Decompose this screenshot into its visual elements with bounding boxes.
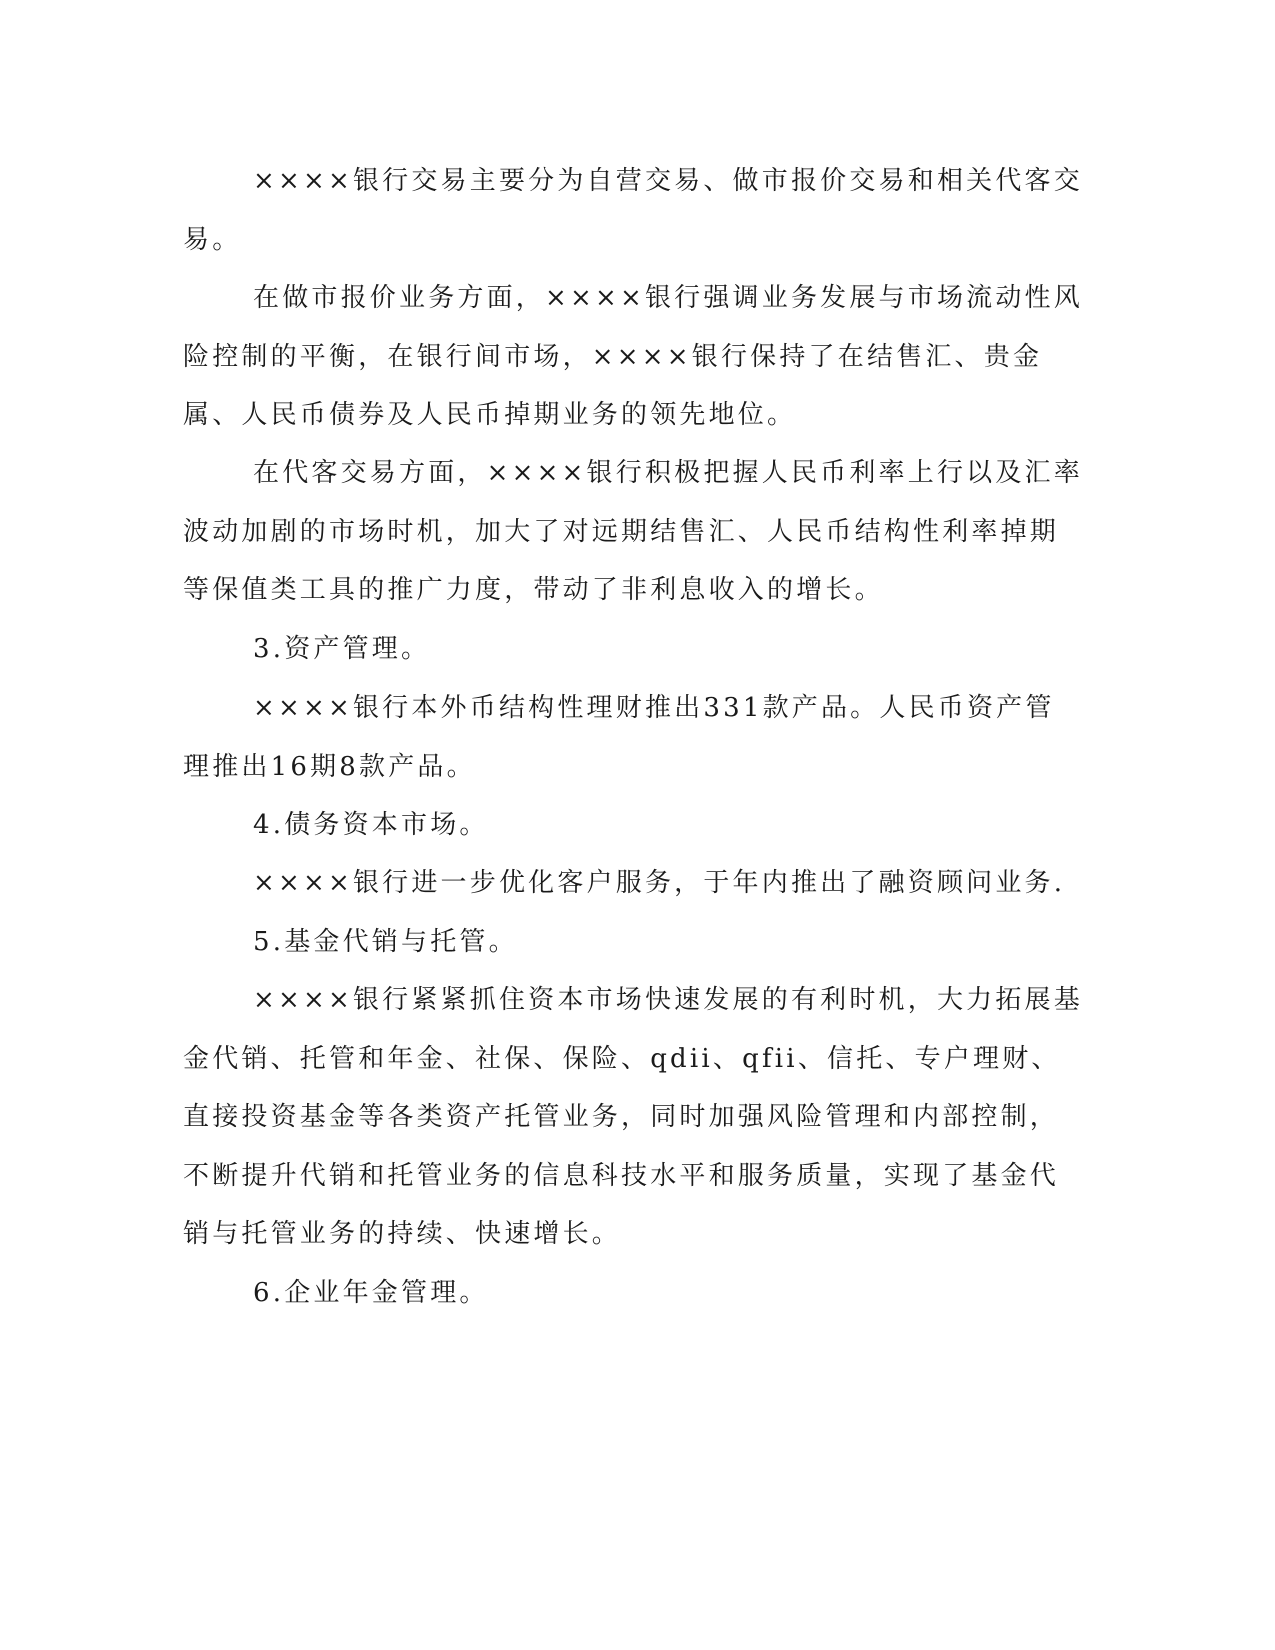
heading-fund-custody: 5.基金代销与托管。 [253,927,518,957]
paragraph-market-making: 在做市报价业务方面，××××银行强调业务发展与市场流动性风险控制的平衡，在银行间市场，××××银行保持了在结售汇、贵金属、人民币债券及人民币掉期业务的领先地位。 [183,283,1083,430]
paragraph-fund-custody: ××××银行紧紧抓住资本市场快速发展的有利时机，大力拓展基金代销、托管和年金、社保、保险、qdii、qfii、信托、专户理财、直接投资基金等各类资产托管业务，同时加强风险管理和内部控制，不断提升代销和托管业务的信息科技水平和服务质量，实现了基金代销与托管业务的持续、快速增长。 [183,985,1083,1249]
paragraph-trading-overview: ××××银行交易主要分为自营交易、做市报价交易和相关代客交易。 [183,166,1083,255]
heading-enterprise-annuity: 6.企业年金管理。 [253,1278,489,1308]
paragraph-client-trading: 在代客交易方面，××××银行积极把握人民币利率上行以及汇率波动加剧的市场时机，加大了对远期结售汇、人民币结构性利率掉期等保值类工具的推广力度，带动了非利息收入的增长。 [183,458,1083,605]
heading-debt-capital-market: 4.债务资本市场。 [253,810,489,840]
heading-asset-management: 3.资产管理。 [253,634,431,664]
paragraph-debt-capital-market: ××××银行进一步优化客户服务，于年内推出了融资顾问业务. [253,868,1066,898]
paragraph-asset-management: ××××银行本外币结构性理财推出331款产品。人民币资产管理推出16期8款产品。 [183,693,1055,782]
